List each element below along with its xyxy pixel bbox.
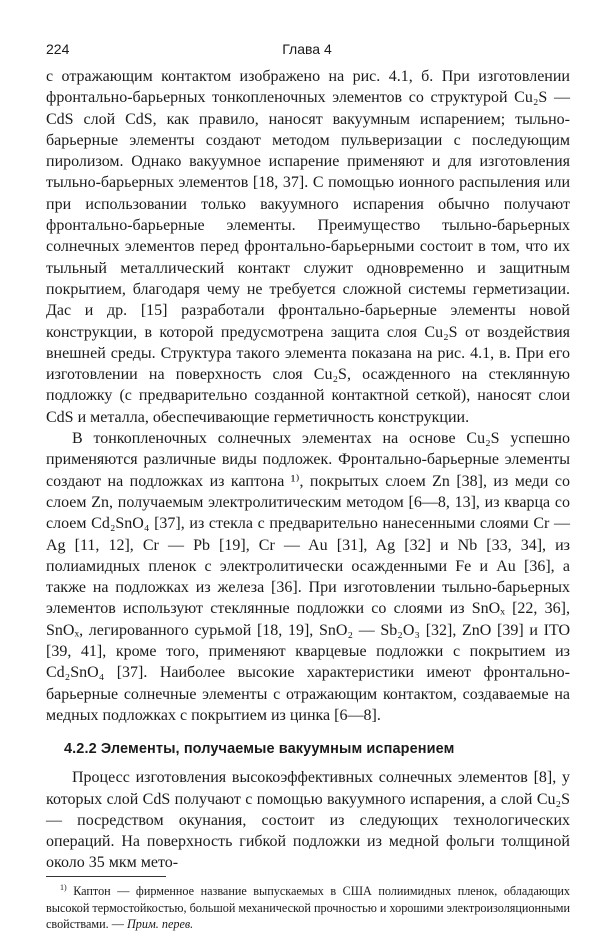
page-header bbox=[46, 40, 568, 58]
page-number: 224 bbox=[46, 41, 70, 57]
paragraph-2: В тонкопленочных солнечных элементах на основе Cu₂S успешно применяются различные виды подложек. Фронтально-барьерные элементы создают на подложках из каптона ¹⁾, покрытых слоем Zn [38], из меди со слоем Zn, получаемым электролитическим методом [6—8, 13], из кварца со слоем Cd₂SnO₄ [37], из стекла с предварительно нанесенными слоями Cr — Ag [11, 12], Cr — Pb [19], Cr — Au [31], Ag [32] и Nb [33, 34], из полиамидных пленок с электролитически осажденными Fe и Au [36], а также на подложках из железа [36]. При изготовлении тыльно-барьерных элементов используют стеклянные подложки со слоями из SnOₓ [22, 36], SnOₓ, легированного сурьмой [18, 19], SnO₂ — Sb₂O₃ [32], ZnO [39] и ITO [39, 41], кроме того, применяют кварцевые подложки с покрытием из Cd₂SnO₄ [37]. Наиболее высокие характеристики имеют фронтально-барьерные солнечные элементы с отражающим контактом, создаваемые на медных подложках с покрытием из цинка [6—8]. bbox=[46, 430, 570, 724]
running-head: Глава 4 bbox=[282, 41, 332, 57]
footnote-tail: Прим. перев. bbox=[127, 917, 194, 931]
paragraph-1: с отражающим контактом изображено на рис. 4.1, б. При изготовлении фронтально-барьерных тонкопленочных элементов со структурой Cu₂S — CdS слой CdS, как правило, наносят вакуумным испарением; тыльно-барьерные элементы создают методом пульверизации с последующим пиролизом. Однако вакуумное испарение применяют и для изготовления тыльно-барьерных элементов [18, 37]. С помощью ионного распыления или при использовании только вакуумного испарения обычно получают фронтально-барьерные элементы. Преимущество тыльно-барьерных солнечных элементов перед фронтально-барьерными состоит в том, что их тыльный металлический контакт служит одновременно и защитным покрытием, благодаря чему не требуется сложной системы герметизации. Дас и др. [15] разработали фронтально-барьерные элементы новой конструкции, в которой предусмотрена защита слоя Cu₂S от воздействия внешней среды. Структура такого элемента показана на рис. 4.1, в. При его изготовлении на поверхность слоя Cu₂S, осажденного на стеклянную подложку (с предварительно созданной контактной сеткой), наносят слои CdS и металла, обеспечивающие герметичность конструкции. bbox=[46, 68, 570, 426]
footnote-mark: 1) bbox=[60, 882, 67, 892]
paragraph-3: Процесс изготовления высокоэффективных солнечных элементов [8], у которых слой CdS получают с помощью вакуумного испарения, а слой Cu₂S — посредством окунания, состоит из следующих технологических операций. На поверхность гибкой подложки из медной фольги толщиной около 35 мкм мето- bbox=[46, 769, 570, 872]
footnote-text: Каптон — фирменное название выпускаемых в США полиимидных пленок, обладающих высокой термостойкостью, большой механической прочностью и хорошими электроизоляционными свойствами. — bbox=[46, 884, 570, 931]
footnote bbox=[46, 883, 570, 933]
footnote-rule bbox=[46, 876, 166, 877]
body-text bbox=[46, 66, 570, 874]
section-heading: 4.2.2 Элементы, получаемые вакуумным испарением bbox=[64, 741, 455, 758]
